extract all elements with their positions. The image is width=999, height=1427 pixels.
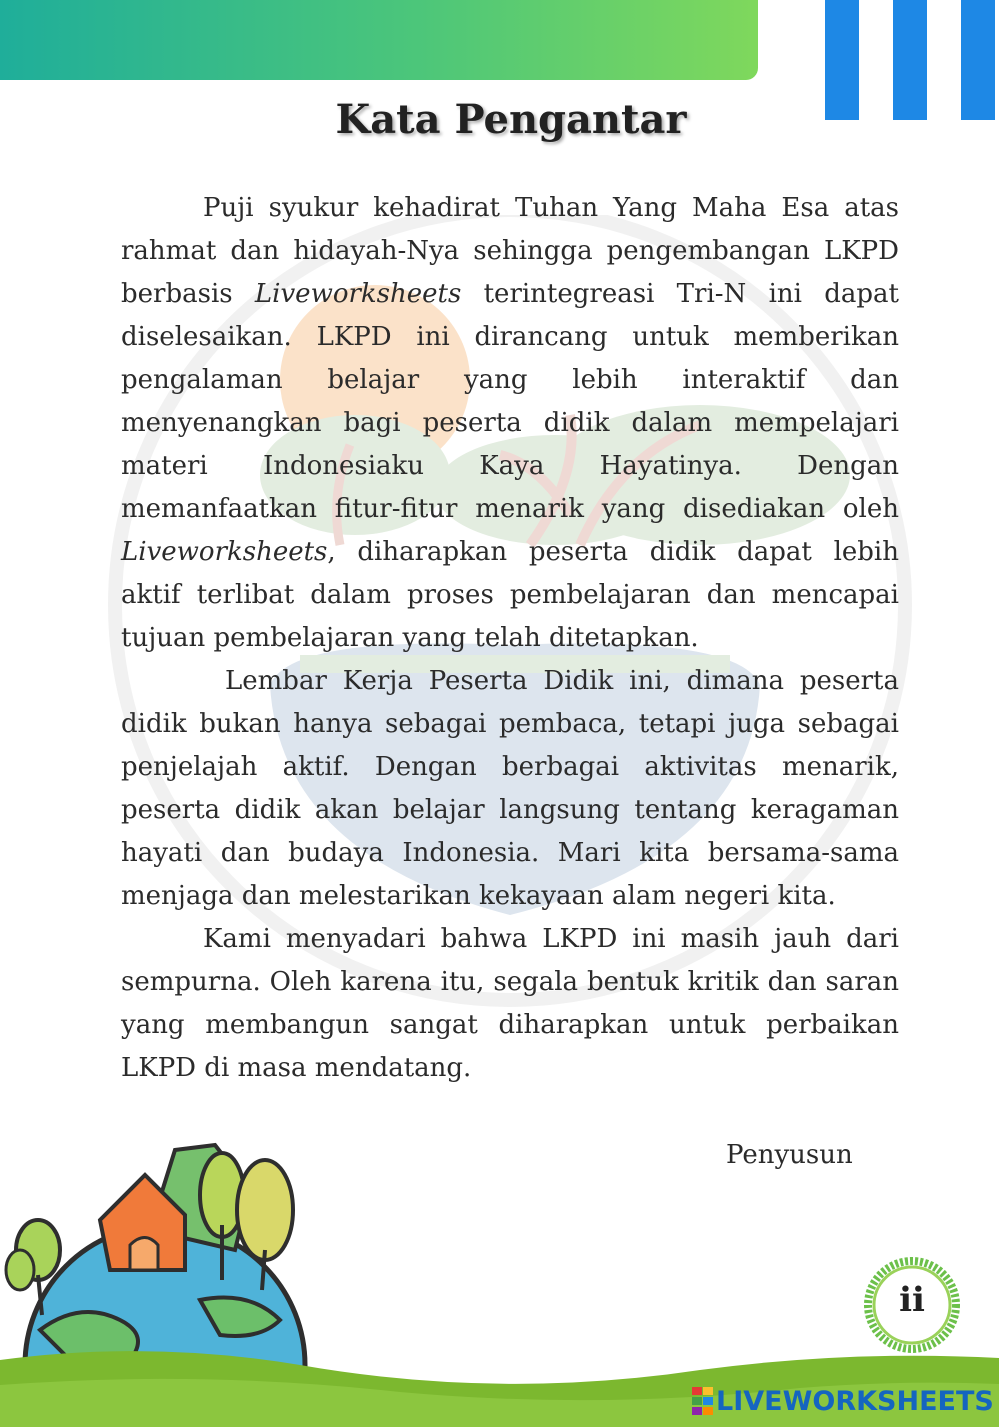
paragraph-3: Kami menyadari bahwa LKPD ini masih jauh dari sempurna. Oleh karena itu, segala bentuk kritik dan saran yang membangun sangat diharapkan untuk perbaikan LKPD di masa mendatang. xyxy=(121,924,899,1083)
page-number: ii xyxy=(899,1280,925,1320)
signature: Penyusun xyxy=(726,1140,853,1170)
paragraph-1 xyxy=(121,187,899,660)
paragraph-text: terintegreasi Tri-N ini dapat diselesaikan. LKPD ini dirancang untuk memberikan pengalaman belajar yang lebih interaktif dan menyenangkan bagi peserta didik dalam mempelajari materi Indonesiaku Kaya Hayatinya. Dengan memanfaatkan fitur-fitur menarik yang disediakan oleh xyxy=(121,279,899,524)
liveworksheets-brand xyxy=(692,1386,994,1416)
brand-name: LIVEWORKSHEETS xyxy=(716,1385,994,1417)
emphasis-text: Liveworksheets xyxy=(254,279,462,309)
liveworksheets-logo-icon xyxy=(692,1387,714,1415)
header-gradient-bar xyxy=(0,0,758,80)
paragraph-text: , diharapkan peserta didik dapat lebih aktif terlibat dalam proses pembelajaran dan mencapai tujuan pembelajaran yang telah ditetapkan. xyxy=(121,537,899,653)
foreword-body xyxy=(121,187,899,1090)
page-title: Kata Pengantar xyxy=(335,96,687,143)
paragraph-text: Puji syukur kehadirat Tuhan Yang Maha Esa atas rahmat dan hidayah-Nya sehingga pengembangan LKPD berbasis xyxy=(121,193,899,309)
paragraph-2: Lembar Kerja Peserta Didik ini, dimana peserta didik bukan hanya sebagai pembaca, tetapi juga sebagai penjelajah aktif. Dengan berbagai aktivitas menarik, peserta didik akan belajar langsung tentang keragaman hayati dan budaya Indonesia. Mari kita bersama-sama menjaga dan melestarikan kekayaan alam negeri kita. xyxy=(121,666,899,911)
emphasis-text: Liveworksheets xyxy=(121,537,328,567)
